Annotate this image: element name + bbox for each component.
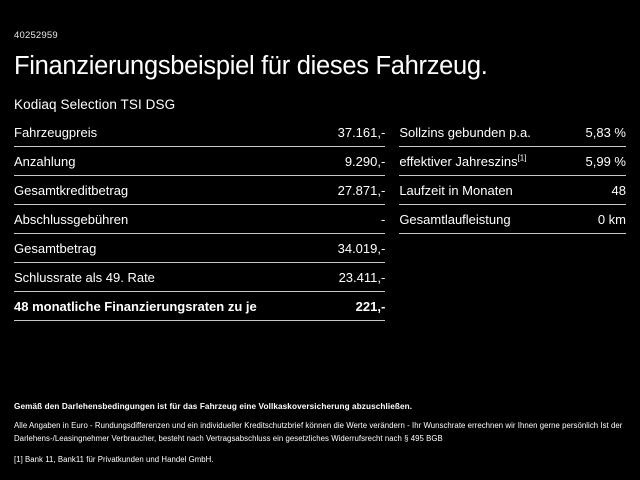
- row-label: Schlussrate als 49. Rate: [14, 270, 155, 285]
- row-label: Sollzins gebunden p.a.: [399, 125, 531, 140]
- row-label: Anzahlung: [14, 154, 76, 169]
- reference-id: 40252959: [14, 30, 58, 41]
- row-value: 5,99 %: [585, 154, 626, 169]
- row-label: Gesamtkreditbetrag: [14, 183, 129, 198]
- table-row: [399, 176, 626, 205]
- row-label: Gesamtlaufleistung: [399, 212, 511, 227]
- row-value: 221,-: [355, 299, 386, 314]
- row-label: [399, 154, 526, 169]
- row-label: Abschlussgebühren: [14, 212, 129, 227]
- table-row: [14, 205, 385, 234]
- vehicle-title: Kodiaq Selection TSI DSG: [14, 97, 176, 112]
- row-value: 37.161,-: [337, 125, 386, 140]
- row-value: 5,83 %: [585, 125, 626, 140]
- table-row: [14, 147, 385, 176]
- finance-table-right: [399, 118, 626, 321]
- footnotes-block: [14, 402, 624, 464]
- row-value: 27.871,-: [337, 183, 386, 198]
- table-row: [14, 176, 385, 205]
- row-label: Gesamtbetrag: [14, 241, 97, 256]
- row-value: 23.411,-: [338, 270, 386, 285]
- row-label: 48 monatliche Finanzierungsraten zu je: [14, 299, 257, 314]
- row-value: 34.019,-: [337, 241, 386, 256]
- finance-example-page: [0, 30, 640, 480]
- table-row: [399, 205, 626, 234]
- row-value: -: [380, 212, 386, 227]
- finance-table-left: [14, 118, 385, 321]
- table-row: [14, 234, 385, 263]
- footnote-title: Gemäß den Darlehensbedingungen ist für das Fahrzeug eine Vollkaskoversicherung abzuschließen.: [14, 402, 413, 411]
- table-row: [14, 118, 385, 147]
- row-label: Laufzeit in Monaten: [399, 183, 513, 198]
- table-row-total: [14, 292, 385, 321]
- footnote-body: Alle Angaben in Euro - Rundungsdifferenzen und ein individueller Kreditschutzbrief können die Werte verändern - Ihr Wunschrate errechnen wir Ihnen gerne persönlich Ist der Darlehens-/Leasingnehmer Verbraucher, besteht nach Vertragsabschluss ein gesetzliches Widerrufsrecht nach § 495 BGB: [14, 421, 623, 443]
- table-row: [399, 118, 626, 147]
- row-label: Fahrzeugpreis: [14, 125, 98, 140]
- row-value: 0 km: [597, 212, 626, 227]
- row-value: 48: [611, 183, 626, 198]
- row-label-text: effektiver Jahreszins: [399, 154, 518, 169]
- footnote-reference: [1] Bank 11, Bank11 für Privatkunden und Handel GmbH.: [14, 455, 214, 464]
- row-value: 9.290,-: [344, 154, 386, 169]
- table-row: [14, 263, 385, 292]
- table-row: [399, 147, 626, 176]
- footnote-marker: [1]: [517, 153, 527, 163]
- page-title: Finanzierungsbeispiel für dieses Fahrzeug.: [14, 52, 488, 80]
- finance-tables: [14, 118, 626, 321]
